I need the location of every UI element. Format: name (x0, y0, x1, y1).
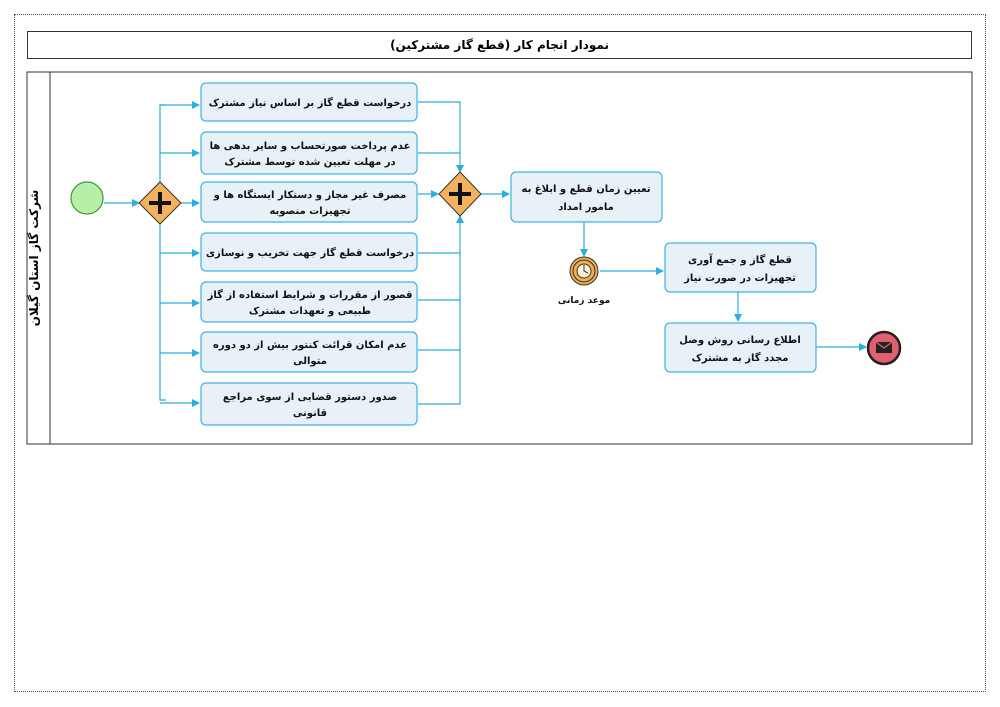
task-box (201, 83, 417, 121)
svg-text:مجدد گاز به مشترک: مجدد گاز به مشترک (691, 353, 789, 364)
task-box (201, 132, 417, 174)
svg-text:مصرف غیر مجاز و دستکار ایستگاه: مصرف غیر مجاز و دستکار ایستگاه ها و (213, 190, 407, 201)
svg-text:قصور از مقررات و شرایط استفاده: قصور از مقررات و شرایط استفاده از گاز (207, 290, 413, 301)
svg-text:تجهیزات در صورت نیاز: تجهیزات در صورت نیاز (684, 273, 796, 284)
svg-text:طبیعی و تعهدات مشترک: طبیعی و تعهدات مشترک (248, 306, 372, 317)
task-box (201, 383, 417, 425)
start-event-icon (71, 182, 103, 214)
message-end-event-icon (868, 332, 900, 364)
svg-text:مامور امداد: مامور امداد (558, 202, 614, 213)
svg-text:عدم امکان قرائت کنتور بیش از د: عدم امکان قرائت کنتور بیش از دو دوره (212, 340, 408, 351)
diagram-title: نمودار انجام کار (قطع گاز مشترکین) (27, 31, 972, 59)
task-box (201, 332, 417, 372)
pool (27, 72, 972, 444)
svg-text:اطلاع رسانی روش وصل: اطلاع رسانی روش وصل (679, 335, 801, 346)
task-box (665, 323, 816, 372)
svg-text:درخواست قطع گاز جهت تخریب و نو: درخواست قطع گاز جهت تخریب و نوسازی (205, 248, 415, 259)
task-box (665, 243, 816, 292)
svg-text:قانونی: قانونی (292, 408, 328, 419)
lane-label: شرکت گاز استان گیلان (27, 189, 41, 327)
svg-text:متوالی: متوالی (293, 356, 327, 367)
svg-text:درخواست قطع گاز بر اساس نیاز م: درخواست قطع گاز بر اساس نیاز مشترک (208, 98, 412, 109)
task-box (201, 282, 417, 322)
svg-text:صدور دستور قضایی از سوی مراجع: صدور دستور قضایی از سوی مراجع (222, 392, 398, 403)
svg-text:عدم پرداخت صورتحساب و سایر بده: عدم پرداخت صورتحساب و سایر بدهی ها (209, 141, 411, 152)
task-box (201, 182, 417, 222)
task-box (201, 233, 417, 271)
svg-text:در مهلت تعیین شده توسط مشترک: در مهلت تعیین شده توسط مشترک (224, 157, 396, 168)
timer-event-icon (570, 257, 598, 285)
task-box (511, 172, 662, 222)
svg-text:قطع گاز و جمع آوری: قطع گاز و جمع آوری (688, 255, 792, 266)
timer-label: موعد زمانی (557, 296, 611, 306)
svg-text:تجهیزات منصوبه: تجهیزات منصوبه (269, 206, 351, 217)
svg-text:تعیین زمان قطع و ابلاغ به: تعیین زمان قطع و ابلاغ به (521, 184, 651, 195)
